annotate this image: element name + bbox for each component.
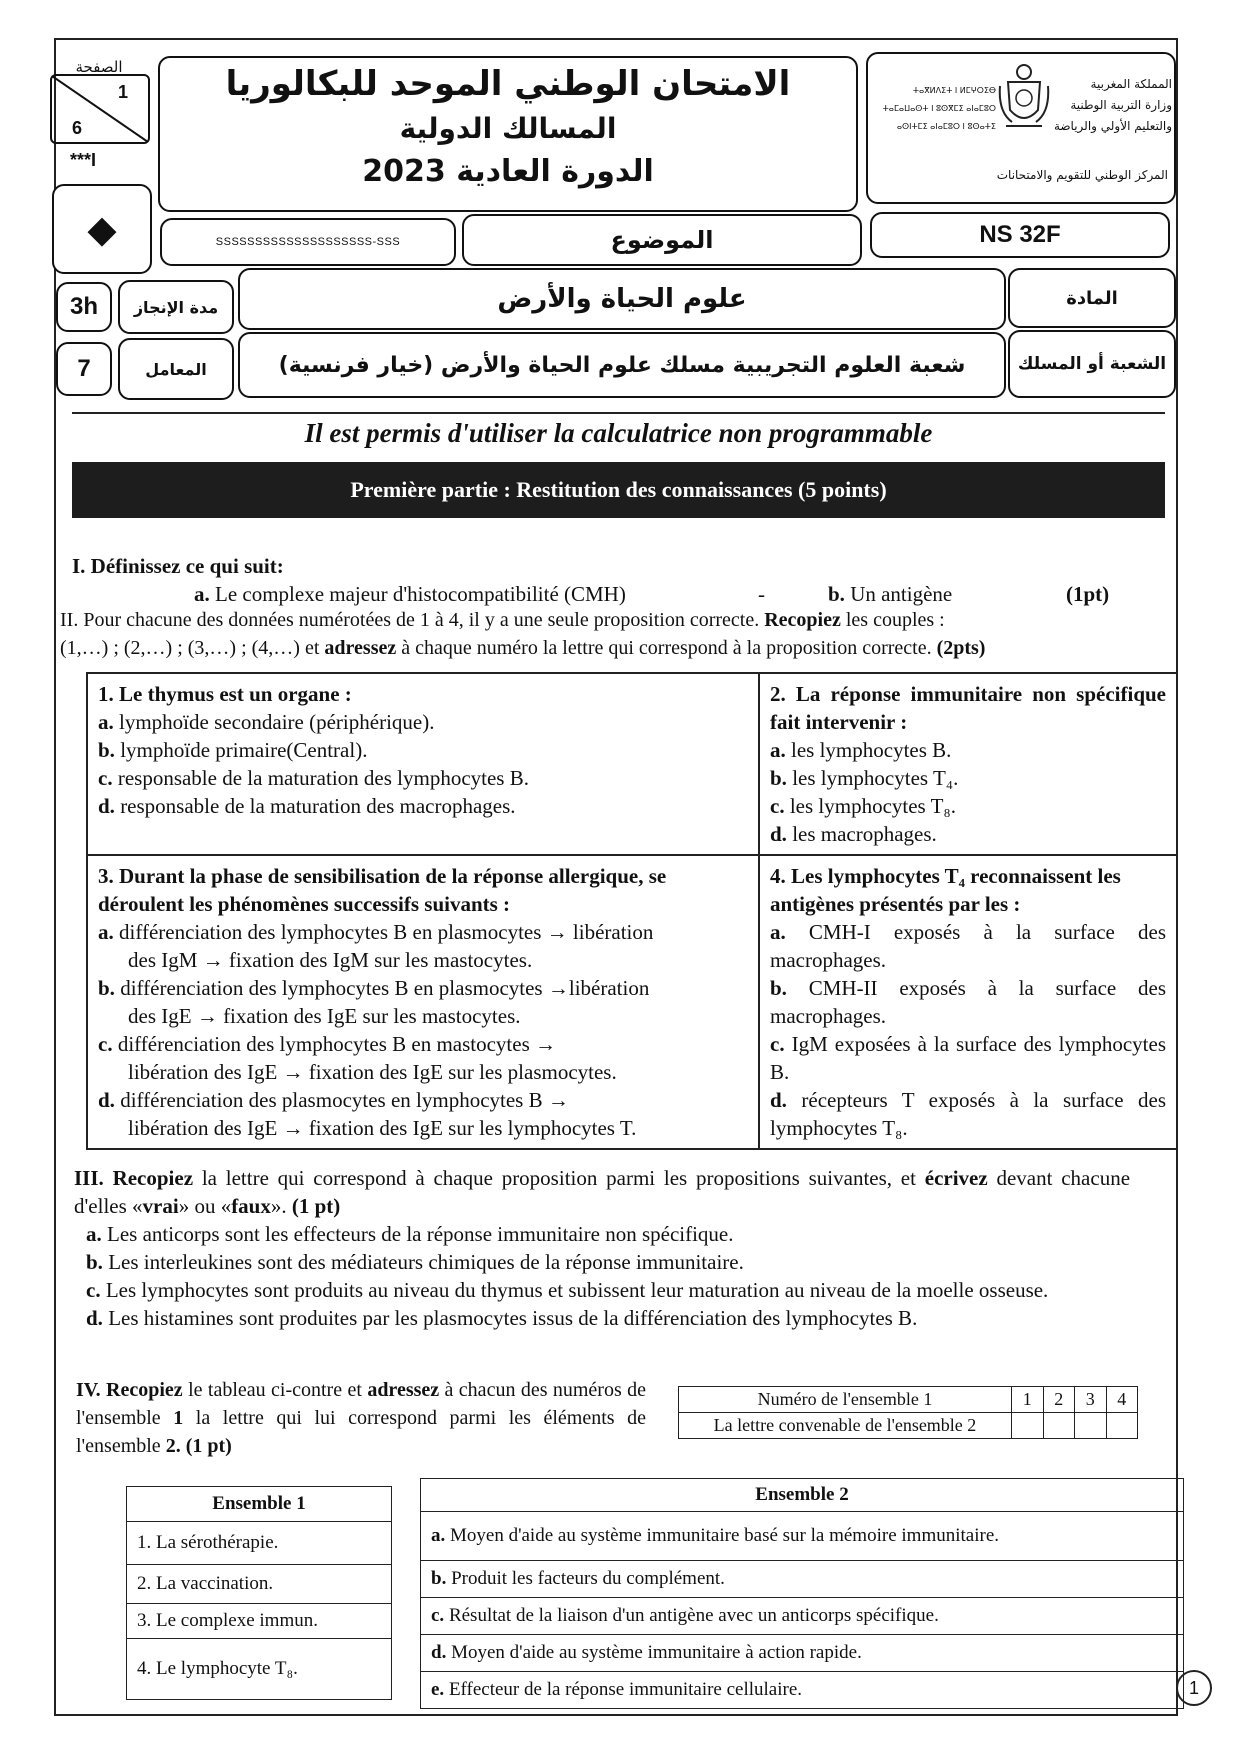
- q1-a-letter: a.: [194, 582, 210, 606]
- question-2-grid: [86, 672, 1178, 1150]
- q2-intro-text: à chaque numéro la lettre qui correspond à la proposition correcte.: [401, 637, 932, 659]
- option: a. lymphoïde secondaire (périphérique).: [98, 710, 435, 734]
- tifinagh-line: ⵜⴰⵎⴰⵡⴰⵙⵜ ⵏ ⵓⵙⴳⵎⵉ ⴰⵏⴰⵎⵓⵔ: [882, 104, 996, 113]
- q3-item: b. Les interleukines sont des médiateurs chimiques de la réponse immunitaire.: [86, 1250, 744, 1274]
- subject-field-label-box: [1008, 268, 1176, 328]
- stream-box: [238, 332, 1006, 398]
- option: b. différenciation des lymphocytes B en plasmocytes →libération: [98, 976, 650, 1000]
- q1-points: (1pt): [1066, 582, 1110, 606]
- ministry-center: المركز الوطني للتقويم والامتحانات: [996, 168, 1168, 182]
- exam-title-box: [158, 56, 858, 212]
- ensemble-2-item: a. Moyen d'aide au système immunitaire basé sur la mémoire immunitaire.: [421, 1512, 1184, 1561]
- tifinagh-text: [876, 82, 996, 136]
- grid-cell-3: [87, 855, 759, 1149]
- diamond-box: [52, 184, 152, 274]
- q3-item: d. Les histamines sont produites par les plasmocytes issus de la différenciation des lymphocytes B.: [86, 1306, 918, 1330]
- coefficient-label: المعامل: [145, 359, 207, 379]
- page-number: 1: [118, 82, 129, 102]
- option-continued: libération des IgE → fixation des IgE sur les plasmocytes.: [128, 1060, 617, 1084]
- answer-cell: [1012, 1413, 1044, 1439]
- page-total: 6: [72, 118, 83, 138]
- ensemble-2-table: [420, 1478, 1184, 1709]
- option: b. les lymphocytes T₄.: [770, 766, 959, 790]
- grid-cell-1: [87, 673, 759, 855]
- ensemble-1-item: 1. La sérothérapie.: [127, 1522, 392, 1565]
- q2-intro-text: les couples :: [845, 609, 945, 631]
- q2-points: (2pts): [936, 637, 986, 659]
- q1-a-text: Le complexe majeur d'histocompatibilité (CMH): [215, 582, 626, 606]
- part-banner: Première partie : Restitution des connaissances (5 points): [72, 462, 1165, 518]
- q1-b-text: Un antigène: [850, 582, 953, 606]
- subject-name: علوم الحياة والأرض: [497, 284, 747, 314]
- diagonal-line: [52, 76, 148, 142]
- ensemble-2-title: Ensemble 2: [421, 1479, 1184, 1512]
- tifinagh-line: ⴰⵙⵏⵜⵎⵉ ⴰⵏⴰⵎⵓⵔ ⵏ ⵓⵙⴰⵜⵉ: [896, 122, 996, 131]
- ensemble-1-item: 2. La vaccination.: [127, 1565, 392, 1604]
- q2-intro-text: II. Pour chacune des données numérotées de 1 à 4, il y a une seule proposition correcte.: [60, 609, 760, 631]
- answer-cell: [1075, 1413, 1107, 1439]
- cell-title: 3. Durant la phase de sensibilisation de la réponse allergique, se déroulent les phénomènes successifs suivants :: [98, 864, 667, 916]
- q3-item: a. Les anticorps sont les effecteurs de la réponse immunitaire non spécifique.: [86, 1222, 734, 1246]
- option: a. les lymphocytes B.: [770, 738, 952, 762]
- answer-cell: [1106, 1413, 1138, 1439]
- cell-title: 4. Les lymphocytes T₄ reconnaissent les antigènes présentés par les :: [770, 864, 1121, 916]
- question-2-intro: [60, 606, 1180, 662]
- grid-row: [87, 673, 1177, 855]
- ensemble-2-item: d. Moyen d'aide au système immunitaire à action rapide.: [421, 1635, 1184, 1672]
- option: c. responsable de la maturation des lymphocytes B.: [98, 766, 529, 790]
- coefficient-label-box: [118, 338, 234, 400]
- question-1-title: I. Définissez ce qui suit:: [72, 554, 284, 578]
- grid-cell-2: [759, 673, 1177, 855]
- answer-cell: [1043, 1413, 1075, 1439]
- coefficient-box: [56, 342, 112, 396]
- stream-label: الشعبة أو المسلك: [1017, 354, 1167, 374]
- ensemble-1-item: 4. Le lymphocyte T₈.: [127, 1639, 392, 1700]
- page-number-box: [50, 74, 150, 144]
- option: a. CMH-I exposés à la surface des macrophages.: [770, 920, 1166, 972]
- answer-number: 2: [1043, 1387, 1075, 1413]
- stream-label-box: [1008, 330, 1176, 398]
- ministry-line: والتعليم الأولي والرياضة: [1053, 119, 1172, 133]
- coat-of-arms-icon: [998, 62, 1050, 134]
- exam-code: NS 32F: [979, 221, 1061, 248]
- footer-page-mark: [1176, 1670, 1212, 1706]
- ministry-line: المملكة المغربية: [1090, 77, 1172, 91]
- q1-b-letter: b.: [828, 582, 845, 606]
- duration-label-box: [118, 280, 234, 334]
- header-divider: [72, 412, 1165, 414]
- q2-intro-text: (1,…) ; (2,…) ; (3,…) ; (4,…) et: [60, 637, 320, 659]
- q2-intro-bold: adressez: [324, 637, 397, 659]
- answer-number: 3: [1075, 1387, 1107, 1413]
- option: b. lymphoïde primaire(Central).: [98, 738, 368, 762]
- stream-name: شعبة العلوم التجريبية مسلك علوم الحياة والأرض (خيار فرنسية): [278, 352, 966, 378]
- ensemble-2-item: b. Produit les facteurs du complément.: [421, 1561, 1184, 1598]
- subject-field-label: المادة: [1066, 287, 1118, 309]
- ensemble-1-table: [126, 1486, 392, 1700]
- q1-item-a: [194, 580, 626, 608]
- question-4: IV. Recopiez le tableau ci-contre et adressez à chacun des numéros de l'ensemble 1 la lettre qui lui correspond parmi les éléments de l'ensemble 2. (1 pt): [76, 1379, 647, 1457]
- coefficient-value: 7: [77, 355, 91, 382]
- option: d. les macrophages.: [770, 822, 937, 846]
- option: c. les lymphocytes T₈.: [770, 794, 956, 818]
- ministry-line: وزارة التربية الوطنية: [1070, 98, 1172, 112]
- page-label: الصفحة: [75, 58, 123, 76]
- option: a. différenciation des lymphocytes B en plasmocytes → libération: [98, 920, 654, 944]
- question-1: [72, 552, 1172, 608]
- answer-table: [678, 1386, 1138, 1439]
- q3-item: c. Les lymphocytes sont produits au niveau du thymus et subissent leur maturation au niveau de la moelle osseuse.: [86, 1278, 1049, 1302]
- code-field-text: SSSSSSSSSSSSSSSSSSSS-SSS: [215, 236, 401, 248]
- ensemble-2-item: e. Effecteur de la réponse immunitaire cellulaire.: [421, 1672, 1184, 1709]
- ensemble-1-title: Ensemble 1: [127, 1487, 392, 1522]
- exam-track: المسالك الدولية: [399, 112, 617, 145]
- duration-label: مدة الإنجاز: [133, 297, 219, 317]
- ensemble-2-item: c. Résultat de la liaison d'un antigène avec un anticorps spécifique.: [421, 1598, 1184, 1635]
- footer-page-mark-text: 1: [1188, 1677, 1199, 1698]
- option-continued: des IgM → fixation des IgM sur les mastocytes.: [128, 948, 533, 972]
- answer-number: 4: [1106, 1387, 1138, 1413]
- answer-table-label: Numéro de l'ensemble 1: [679, 1387, 1012, 1413]
- question-1-items: [72, 580, 1172, 608]
- exam-code-box: [870, 212, 1170, 258]
- option: d. récepteurs T exposés à la surface des lymphocytes T₈.: [770, 1088, 1167, 1140]
- option-continued: libération des IgE → fixation des IgE sur les lymphocytes T.: [128, 1116, 637, 1140]
- answer-table-label: La lettre convenable de l'ensemble 2: [679, 1413, 1012, 1439]
- stars-mark: ***I: [70, 150, 97, 170]
- duration-value: 3h: [69, 293, 98, 320]
- option: d. responsable de la maturation des macrophages.: [98, 794, 516, 818]
- option: b. CMH-II exposés à la surface des macrophages.: [770, 976, 1166, 1028]
- option: c. différenciation des lymphocytes B en mastocytes →: [98, 1032, 556, 1056]
- answer-number: 1: [1012, 1387, 1044, 1413]
- grid-row: [87, 855, 1177, 1149]
- duration-box: [56, 282, 112, 332]
- subject-label: الموضوع: [610, 226, 714, 254]
- q1-dash: -: [758, 582, 765, 606]
- ensemble-1-item: 3. Le complexe immun.: [127, 1604, 392, 1639]
- subject-box: [238, 268, 1006, 330]
- diamond-icon: ◆: [87, 208, 117, 251]
- ministry-text: [1048, 74, 1172, 137]
- exam-title: الامتحان الوطني الموحد للبكالوريا: [225, 64, 791, 104]
- q2-intro-bold: Recopiez: [764, 609, 841, 631]
- code-field: [160, 218, 456, 266]
- grid-cell-4: [759, 855, 1177, 1149]
- option: c. IgM exposées à la surface des lymphocytes B.: [770, 1032, 1167, 1084]
- cell-title: 2. La réponse immunitaire non spécifique fait intervenir :: [770, 682, 1166, 734]
- subject-label-box: [462, 214, 862, 266]
- question-3: [74, 1164, 1130, 1332]
- calculator-note: Il est permis d'utiliser la calculatrice non programmable: [304, 418, 933, 448]
- cell-title: 1. Le thymus est un organe :: [98, 682, 352, 706]
- option: d. différenciation des plasmocytes en lymphocytes B →: [98, 1088, 569, 1112]
- tifinagh-line: ⵜⴰⴳⵍⴷⵉⵜ ⵏ ⵍⵎⵖⵔⵉⴱ: [912, 86, 996, 95]
- option-continued: des IgE → fixation des IgE sur les mastocytes.: [128, 1004, 521, 1028]
- question-3-intro: III. Recopiez la lettre qui correspond à chaque proposition parmi les propositions suivantes, et écrivez devant chacune d'elles «vrai» ou «faux». (1 pt): [74, 1166, 1131, 1218]
- exam-session: الدورة العادية 2023: [362, 154, 654, 189]
- q1-item-b: [828, 580, 952, 608]
- ministry-box: [866, 52, 1176, 204]
